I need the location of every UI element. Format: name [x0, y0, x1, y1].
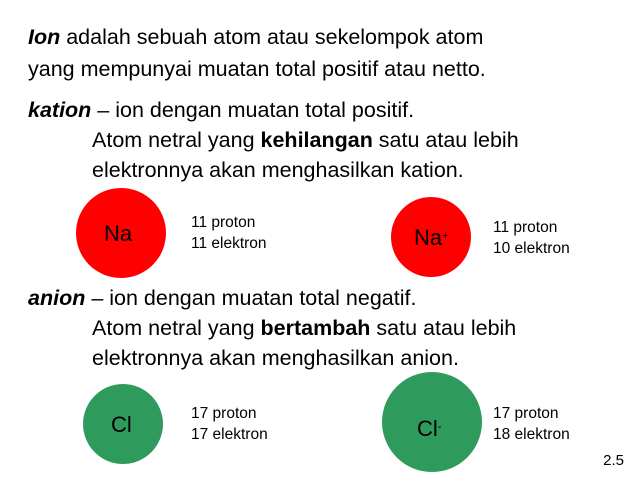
- cl-ion-electrons: 18 elektron: [493, 426, 570, 443]
- anion-heading: [28, 285, 416, 311]
- na-atom-protons: 11 proton: [191, 214, 256, 231]
- cation-definition: – ion dengan muatan total positif.: [91, 98, 415, 122]
- na-atom-electrons: 11 elektron: [191, 235, 267, 252]
- anion-line-3: elektronnya akan menghasilkan anion.: [92, 346, 459, 370]
- intro-line-2: yang mempunyai muatan total positif atau netto.: [28, 57, 486, 81]
- na-ion-charge: +: [442, 230, 449, 242]
- cation-heading: [28, 97, 414, 123]
- anion-term: anion: [28, 286, 86, 310]
- intro-line-1-text: adalah sebuah atom atau sekelompok atom: [60, 25, 484, 49]
- ion-term: Ion: [28, 25, 61, 49]
- cation-line-2-bold: kehilangan: [260, 128, 373, 152]
- cl-atom-electrons: 17 elektron: [191, 426, 268, 443]
- cl-ion-protons: 17 proton: [493, 405, 559, 422]
- anion-line-2: [92, 315, 516, 341]
- na-atom-info: [191, 212, 267, 254]
- cation-term: kation: [28, 98, 92, 122]
- anion-line-2-pre: Atom netral yang: [92, 316, 261, 340]
- anion-line-2-bold: bertambah: [260, 316, 371, 340]
- page-number: 2.5: [603, 452, 624, 469]
- anion-definition: – ion dengan muatan total negatif.: [85, 286, 417, 310]
- cl-ion-symbol-text: Cl: [417, 416, 438, 441]
- cl-ion-symbol: [417, 416, 441, 442]
- cl-ion-info: [493, 403, 570, 445]
- cation-line-2-pre: Atom netral yang: [92, 128, 261, 152]
- na-ion-symbol: [414, 225, 449, 251]
- na-ion-electrons: 10 elektron: [493, 240, 570, 257]
- anion-line-2-post: satu atau lebih: [370, 316, 517, 340]
- cation-line-3: elektronnya akan menghasilkan kation.: [92, 158, 464, 182]
- intro-line-1: [28, 24, 483, 50]
- cl-atom-info: [191, 403, 268, 445]
- cation-line-2-post: satu atau lebih: [372, 128, 519, 152]
- cl-atom-symbol: Cl: [111, 412, 132, 437]
- na-atom-symbol: Na: [104, 221, 133, 246]
- na-ion-info: [493, 217, 570, 259]
- na-ion-symbol-text: Na: [414, 225, 443, 250]
- cl-ion-charge: -: [437, 421, 442, 433]
- cation-line-2: [92, 127, 519, 153]
- na-ion-protons: 11 proton: [493, 219, 558, 236]
- cl-atom-protons: 17 proton: [191, 405, 257, 422]
